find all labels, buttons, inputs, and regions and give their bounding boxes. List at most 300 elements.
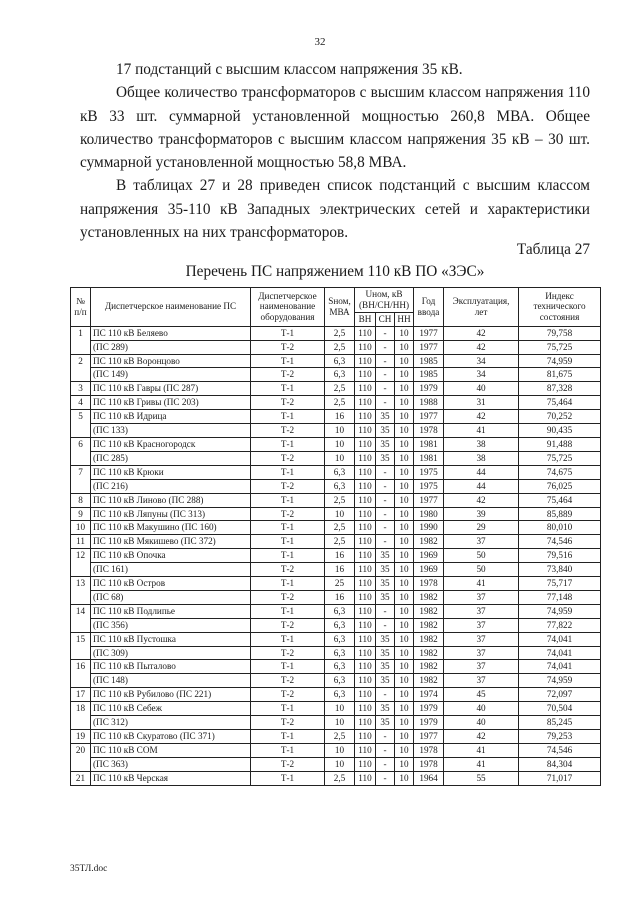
exploitation-years: 41 bbox=[444, 743, 519, 757]
substation-name: ПС 110 кВ Черская bbox=[91, 771, 251, 785]
voltage-vn: 110 bbox=[355, 549, 376, 563]
row-number: 7 bbox=[71, 465, 91, 493]
voltage-sn: - bbox=[376, 730, 395, 744]
exploitation-years: 34 bbox=[444, 368, 519, 382]
rated-power: 6,3 bbox=[325, 688, 355, 702]
table-row bbox=[71, 730, 601, 744]
substation-table bbox=[70, 287, 601, 786]
exploitation-years: 39 bbox=[444, 507, 519, 521]
substation-name: ПС 110 кВ Идрица bbox=[91, 410, 251, 424]
commission-year: 1985 bbox=[414, 368, 444, 382]
equipment-name: Т-1 bbox=[251, 535, 325, 549]
condition-index: 74,041 bbox=[519, 632, 601, 646]
equipment-name: Т-2 bbox=[251, 424, 325, 438]
condition-index: 91,488 bbox=[519, 437, 601, 451]
substation-name: (ПС 148) bbox=[91, 674, 251, 688]
row-number: 15 bbox=[71, 632, 91, 660]
rated-power: 25 bbox=[325, 577, 355, 591]
voltage-vn: 110 bbox=[355, 424, 376, 438]
exploitation-years: 44 bbox=[444, 479, 519, 493]
table-row bbox=[71, 590, 601, 604]
substation-name: ПС 110 кВ Подлипье bbox=[91, 604, 251, 618]
row-number: 14 bbox=[71, 604, 91, 632]
table-row bbox=[71, 702, 601, 716]
table-title: Перечень ПС напряжением 110 кВ ПО «ЗЭС» bbox=[185, 263, 485, 280]
voltage-sn: 35 bbox=[376, 577, 395, 591]
voltage-sn: 35 bbox=[376, 451, 395, 465]
header-index: Индекс технического состояния bbox=[519, 288, 601, 327]
voltage-vn: 110 bbox=[355, 354, 376, 368]
table-row bbox=[71, 340, 601, 354]
equipment-name: Т-2 bbox=[251, 451, 325, 465]
commission-year: 1978 bbox=[414, 757, 444, 771]
voltage-sn: 35 bbox=[376, 660, 395, 674]
row-number: 18 bbox=[71, 702, 91, 730]
table-caption: Таблица 27 bbox=[516, 241, 590, 258]
table-row bbox=[71, 563, 601, 577]
table-row bbox=[71, 507, 601, 521]
table-row bbox=[71, 577, 601, 591]
table-row bbox=[71, 716, 601, 730]
voltage-nn: 10 bbox=[395, 757, 414, 771]
rated-power: 16 bbox=[325, 563, 355, 577]
rated-power: 10 bbox=[325, 507, 355, 521]
voltage-vn: 110 bbox=[355, 368, 376, 382]
rated-power: 16 bbox=[325, 590, 355, 604]
equipment-name: Т-1 bbox=[251, 771, 325, 785]
exploitation-years: 50 bbox=[444, 563, 519, 577]
equipment-name: Т-1 bbox=[251, 743, 325, 757]
voltage-vn: 110 bbox=[355, 743, 376, 757]
voltage-vn: 110 bbox=[355, 660, 376, 674]
table-row bbox=[71, 674, 601, 688]
condition-index: 76,025 bbox=[519, 479, 601, 493]
table-row bbox=[71, 396, 601, 410]
rated-power: 6,3 bbox=[325, 354, 355, 368]
exploitation-years: 42 bbox=[444, 410, 519, 424]
commission-year: 1974 bbox=[414, 688, 444, 702]
exploitation-years: 37 bbox=[444, 618, 519, 632]
substation-name: (ПС 289) bbox=[91, 340, 251, 354]
substation-name: (ПС 133) bbox=[91, 424, 251, 438]
rated-power: 2,5 bbox=[325, 535, 355, 549]
voltage-vn: 110 bbox=[355, 646, 376, 660]
voltage-vn: 110 bbox=[355, 521, 376, 535]
voltage-vn: 110 bbox=[355, 563, 376, 577]
commission-year: 1975 bbox=[414, 479, 444, 493]
voltage-vn: 110 bbox=[355, 757, 376, 771]
exploitation-years: 37 bbox=[444, 632, 519, 646]
condition-index: 74,546 bbox=[519, 743, 601, 757]
header-snom: Sном, МВА bbox=[325, 288, 355, 327]
exploitation-years: 37 bbox=[444, 660, 519, 674]
voltage-nn: 10 bbox=[395, 771, 414, 785]
voltage-nn: 10 bbox=[395, 340, 414, 354]
exploitation-years: 37 bbox=[444, 646, 519, 660]
commission-year: 1981 bbox=[414, 437, 444, 451]
condition-index: 74,546 bbox=[519, 535, 601, 549]
condition-index: 74,959 bbox=[519, 354, 601, 368]
substation-name: ПС 110 кВ Беляево bbox=[91, 326, 251, 340]
voltage-nn: 10 bbox=[395, 396, 414, 410]
rated-power: 10 bbox=[325, 451, 355, 465]
condition-index: 77,148 bbox=[519, 590, 601, 604]
commission-year: 1979 bbox=[414, 716, 444, 730]
row-number: 13 bbox=[71, 577, 91, 605]
voltage-vn: 110 bbox=[355, 771, 376, 785]
voltage-nn: 10 bbox=[395, 507, 414, 521]
voltage-sn: - bbox=[376, 771, 395, 785]
condition-index: 79,758 bbox=[519, 326, 601, 340]
voltage-nn: 10 bbox=[395, 521, 414, 535]
voltage-sn: - bbox=[376, 507, 395, 521]
rated-power: 6,3 bbox=[325, 618, 355, 632]
condition-index: 74,959 bbox=[519, 604, 601, 618]
commission-year: 1982 bbox=[414, 618, 444, 632]
header-vn: ВН bbox=[355, 312, 376, 326]
substation-name: (ПС 149) bbox=[91, 368, 251, 382]
exploitation-years: 40 bbox=[444, 382, 519, 396]
table-row bbox=[71, 382, 601, 396]
paragraph-3: В таблицах 27 и 28 приведен список подстанций с высшим классом напряжения 35-110 кВ Западных электрических сетей и характеристики установленных на них трансформаторов. bbox=[80, 177, 590, 242]
equipment-name: Т-2 bbox=[251, 340, 325, 354]
voltage-nn: 10 bbox=[395, 493, 414, 507]
table-row bbox=[71, 743, 601, 757]
commission-year: 1978 bbox=[414, 577, 444, 591]
voltage-nn: 10 bbox=[395, 702, 414, 716]
voltage-vn: 110 bbox=[355, 396, 376, 410]
voltage-sn: - bbox=[376, 535, 395, 549]
equipment-name: Т-1 bbox=[251, 410, 325, 424]
commission-year: 1977 bbox=[414, 340, 444, 354]
header-nn: НН bbox=[395, 312, 414, 326]
equipment-name: Т-1 bbox=[251, 660, 325, 674]
voltage-vn: 110 bbox=[355, 730, 376, 744]
equipment-name: Т-2 bbox=[251, 618, 325, 632]
commission-year: 1977 bbox=[414, 410, 444, 424]
row-number: 5 bbox=[71, 410, 91, 438]
row-number: 6 bbox=[71, 437, 91, 465]
header-equipment: Диспетчерское наименование оборудования bbox=[251, 288, 325, 327]
exploitation-years: 37 bbox=[444, 674, 519, 688]
row-number: 3 bbox=[71, 382, 91, 396]
condition-index: 71,017 bbox=[519, 771, 601, 785]
voltage-nn: 10 bbox=[395, 437, 414, 451]
voltage-sn: - bbox=[376, 368, 395, 382]
voltage-sn: 35 bbox=[376, 563, 395, 577]
table-row bbox=[71, 688, 601, 702]
row-number: 2 bbox=[71, 354, 91, 382]
equipment-name: Т-2 bbox=[251, 757, 325, 771]
condition-index: 74,041 bbox=[519, 660, 601, 674]
table-row bbox=[71, 549, 601, 563]
exploitation-years: 50 bbox=[444, 549, 519, 563]
equipment-name: Т-1 bbox=[251, 577, 325, 591]
condition-index: 75,464 bbox=[519, 396, 601, 410]
table-row bbox=[71, 771, 601, 785]
commission-year: 1964 bbox=[414, 771, 444, 785]
table-row bbox=[71, 521, 601, 535]
header-unom: Uном, кВ (ВН/СН/НН) bbox=[355, 288, 414, 313]
rated-power: 2,5 bbox=[325, 730, 355, 744]
commission-year: 1977 bbox=[414, 493, 444, 507]
body-text bbox=[80, 58, 590, 244]
condition-index: 74,041 bbox=[519, 646, 601, 660]
row-number: 11 bbox=[71, 535, 91, 549]
header-name: Диспетчерское наименование ПС bbox=[91, 288, 251, 327]
commission-year: 1978 bbox=[414, 743, 444, 757]
equipment-name: Т-2 bbox=[251, 563, 325, 577]
paragraph-2: Общее количество трансформаторов с высшим классом напряжения 110 кВ 33 шт. суммарной установленной мощностью 260,8 МВА. Общее количество трансформаторов с высшим классом напряжения 35 кВ – 30 шт. суммарной установленной мощностью 58,8 МВА. bbox=[80, 84, 590, 172]
equipment-name: Т-1 bbox=[251, 382, 325, 396]
voltage-nn: 10 bbox=[395, 590, 414, 604]
voltage-vn: 110 bbox=[355, 493, 376, 507]
voltage-sn: - bbox=[376, 340, 395, 354]
table-row bbox=[71, 660, 601, 674]
condition-index: 73,840 bbox=[519, 563, 601, 577]
voltage-vn: 110 bbox=[355, 674, 376, 688]
table-row bbox=[71, 535, 601, 549]
voltage-sn: 35 bbox=[376, 549, 395, 563]
commission-year: 1981 bbox=[414, 451, 444, 465]
commission-year: 1978 bbox=[414, 424, 444, 438]
table-row bbox=[71, 410, 601, 424]
commission-year: 1982 bbox=[414, 632, 444, 646]
substation-name: (ПС 161) bbox=[91, 563, 251, 577]
rated-power: 2,5 bbox=[325, 396, 355, 410]
exploitation-years: 40 bbox=[444, 716, 519, 730]
row-number: 20 bbox=[71, 743, 91, 771]
voltage-nn: 10 bbox=[395, 549, 414, 563]
voltage-sn: 35 bbox=[376, 646, 395, 660]
voltage-vn: 110 bbox=[355, 340, 376, 354]
substation-name: ПС 110 кВ СОМ bbox=[91, 743, 251, 757]
commission-year: 1990 bbox=[414, 521, 444, 535]
header-year: Год ввода bbox=[414, 288, 444, 327]
voltage-nn: 10 bbox=[395, 535, 414, 549]
voltage-nn: 10 bbox=[395, 730, 414, 744]
voltage-sn: - bbox=[376, 493, 395, 507]
voltage-nn: 10 bbox=[395, 716, 414, 730]
condition-index: 72,097 bbox=[519, 688, 601, 702]
commission-year: 1982 bbox=[414, 674, 444, 688]
voltage-vn: 110 bbox=[355, 382, 376, 396]
voltage-nn: 10 bbox=[395, 354, 414, 368]
exploitation-years: 41 bbox=[444, 577, 519, 591]
equipment-name: Т-2 bbox=[251, 396, 325, 410]
rated-power: 10 bbox=[325, 424, 355, 438]
header-exploitation: Эксплуатация, лет bbox=[444, 288, 519, 327]
rated-power: 16 bbox=[325, 410, 355, 424]
voltage-nn: 10 bbox=[395, 632, 414, 646]
table-row bbox=[71, 618, 601, 632]
voltage-nn: 10 bbox=[395, 451, 414, 465]
equipment-name: Т-1 bbox=[251, 730, 325, 744]
rated-power: 2,5 bbox=[325, 326, 355, 340]
voltage-sn: 35 bbox=[376, 590, 395, 604]
voltage-nn: 10 bbox=[395, 743, 414, 757]
substation-name: (ПС 216) bbox=[91, 479, 251, 493]
condition-index: 84,304 bbox=[519, 757, 601, 771]
substation-name: ПС 110 кВ Опочка bbox=[91, 549, 251, 563]
row-number: 19 bbox=[71, 730, 91, 744]
substation-name: (ПС 285) bbox=[91, 451, 251, 465]
exploitation-years: 34 bbox=[444, 354, 519, 368]
row-number: 16 bbox=[71, 660, 91, 688]
table-row bbox=[71, 451, 601, 465]
voltage-vn: 110 bbox=[355, 465, 376, 479]
equipment-name: Т-2 bbox=[251, 479, 325, 493]
rated-power: 6,3 bbox=[325, 646, 355, 660]
voltage-vn: 110 bbox=[355, 535, 376, 549]
equipment-name: Т-1 bbox=[251, 354, 325, 368]
equipment-name: Т-2 bbox=[251, 646, 325, 660]
exploitation-years: 55 bbox=[444, 771, 519, 785]
equipment-name: Т-1 bbox=[251, 549, 325, 563]
substation-name: ПС 110 кВ Макушино (ПС 160) bbox=[91, 521, 251, 535]
row-number: 12 bbox=[71, 549, 91, 577]
substation-name: ПС 110 кВ Себеж bbox=[91, 702, 251, 716]
voltage-vn: 110 bbox=[355, 451, 376, 465]
commission-year: 1980 bbox=[414, 507, 444, 521]
equipment-name: Т-1 bbox=[251, 326, 325, 340]
condition-index: 75,725 bbox=[519, 340, 601, 354]
exploitation-years: 31 bbox=[444, 396, 519, 410]
substation-name: ПС 110 кВ Воронцово bbox=[91, 354, 251, 368]
commission-year: 1977 bbox=[414, 326, 444, 340]
commission-year: 1975 bbox=[414, 465, 444, 479]
condition-index: 79,516 bbox=[519, 549, 601, 563]
condition-index: 74,959 bbox=[519, 674, 601, 688]
substation-name: ПС 110 кВ Пустошка bbox=[91, 632, 251, 646]
rated-power: 2,5 bbox=[325, 493, 355, 507]
voltage-vn: 110 bbox=[355, 702, 376, 716]
voltage-vn: 110 bbox=[355, 590, 376, 604]
commission-year: 1982 bbox=[414, 660, 444, 674]
voltage-nn: 10 bbox=[395, 688, 414, 702]
voltage-nn: 10 bbox=[395, 410, 414, 424]
voltage-sn: - bbox=[376, 326, 395, 340]
row-number: 8 bbox=[71, 493, 91, 507]
exploitation-years: 37 bbox=[444, 535, 519, 549]
substation-name: ПС 110 кВ Пыталово bbox=[91, 660, 251, 674]
voltage-nn: 10 bbox=[395, 577, 414, 591]
table-row bbox=[71, 368, 601, 382]
voltage-sn: 35 bbox=[376, 716, 395, 730]
voltage-sn: - bbox=[376, 465, 395, 479]
voltage-vn: 110 bbox=[355, 507, 376, 521]
substation-name: ПС 110 кВ Гривы (ПС 203) bbox=[91, 396, 251, 410]
voltage-sn: - bbox=[376, 618, 395, 632]
voltage-sn: - bbox=[376, 688, 395, 702]
substation-name: (ПС 68) bbox=[91, 590, 251, 604]
header-sn: СН bbox=[376, 312, 395, 326]
voltage-nn: 10 bbox=[395, 424, 414, 438]
exploitation-years: 42 bbox=[444, 340, 519, 354]
commission-year: 1982 bbox=[414, 646, 444, 660]
rated-power: 10 bbox=[325, 716, 355, 730]
voltage-nn: 10 bbox=[395, 646, 414, 660]
exploitation-years: 38 bbox=[444, 437, 519, 451]
exploitation-years: 44 bbox=[444, 465, 519, 479]
rated-power: 6,3 bbox=[325, 674, 355, 688]
voltage-nn: 10 bbox=[395, 465, 414, 479]
exploitation-years: 42 bbox=[444, 326, 519, 340]
rated-power: 10 bbox=[325, 437, 355, 451]
rated-power: 2,5 bbox=[325, 340, 355, 354]
voltage-sn: 35 bbox=[376, 632, 395, 646]
rated-power: 6,3 bbox=[325, 368, 355, 382]
voltage-nn: 10 bbox=[395, 382, 414, 396]
voltage-sn: 35 bbox=[376, 702, 395, 716]
substation-name: ПС 110 кВ Гавры (ПС 287) bbox=[91, 382, 251, 396]
substation-name: ПС 110 кВ Красногородск bbox=[91, 437, 251, 451]
table-row bbox=[71, 646, 601, 660]
commission-year: 1979 bbox=[414, 382, 444, 396]
exploitation-years: 37 bbox=[444, 590, 519, 604]
equipment-name: Т-2 bbox=[251, 716, 325, 730]
row-number: 1 bbox=[71, 326, 91, 354]
condition-index: 70,252 bbox=[519, 410, 601, 424]
table-row bbox=[71, 424, 601, 438]
commission-year: 1988 bbox=[414, 396, 444, 410]
condition-index: 87,328 bbox=[519, 382, 601, 396]
row-number: 10 bbox=[71, 521, 91, 535]
table-row bbox=[71, 437, 601, 451]
equipment-name: Т-2 bbox=[251, 674, 325, 688]
voltage-vn: 110 bbox=[355, 479, 376, 493]
row-number: 17 bbox=[71, 688, 91, 702]
table-row bbox=[71, 479, 601, 493]
rated-power: 16 bbox=[325, 549, 355, 563]
condition-index: 74,675 bbox=[519, 465, 601, 479]
footer-filename: 35ТЛ.doc bbox=[70, 864, 108, 874]
row-number: 9 bbox=[71, 507, 91, 521]
voltage-sn: - bbox=[376, 382, 395, 396]
header-num: № п/п bbox=[71, 288, 91, 327]
commission-year: 1982 bbox=[414, 535, 444, 549]
condition-index: 81,675 bbox=[519, 368, 601, 382]
voltage-sn: - bbox=[376, 354, 395, 368]
condition-index: 75,725 bbox=[519, 451, 601, 465]
voltage-nn: 10 bbox=[395, 563, 414, 577]
voltage-sn: 35 bbox=[376, 410, 395, 424]
voltage-nn: 10 bbox=[395, 604, 414, 618]
exploitation-years: 38 bbox=[444, 451, 519, 465]
commission-year: 1982 bbox=[414, 590, 444, 604]
rated-power: 2,5 bbox=[325, 382, 355, 396]
commission-year: 1982 bbox=[414, 604, 444, 618]
voltage-sn: - bbox=[376, 757, 395, 771]
voltage-vn: 110 bbox=[355, 604, 376, 618]
table-row bbox=[71, 757, 601, 771]
voltage-sn: - bbox=[376, 743, 395, 757]
equipment-name: Т-1 bbox=[251, 493, 325, 507]
equipment-name: Т-1 bbox=[251, 702, 325, 716]
table-row bbox=[71, 326, 601, 340]
condition-index: 75,464 bbox=[519, 493, 601, 507]
condition-index: 90,435 bbox=[519, 424, 601, 438]
exploitation-years: 37 bbox=[444, 604, 519, 618]
equipment-name: Т-1 bbox=[251, 465, 325, 479]
table-row bbox=[71, 465, 601, 479]
rated-power: 2,5 bbox=[325, 771, 355, 785]
voltage-vn: 110 bbox=[355, 437, 376, 451]
equipment-name: Т-2 bbox=[251, 368, 325, 382]
substation-name: (ПС 312) bbox=[91, 716, 251, 730]
voltage-vn: 110 bbox=[355, 410, 376, 424]
page-number: 32 bbox=[314, 36, 326, 48]
